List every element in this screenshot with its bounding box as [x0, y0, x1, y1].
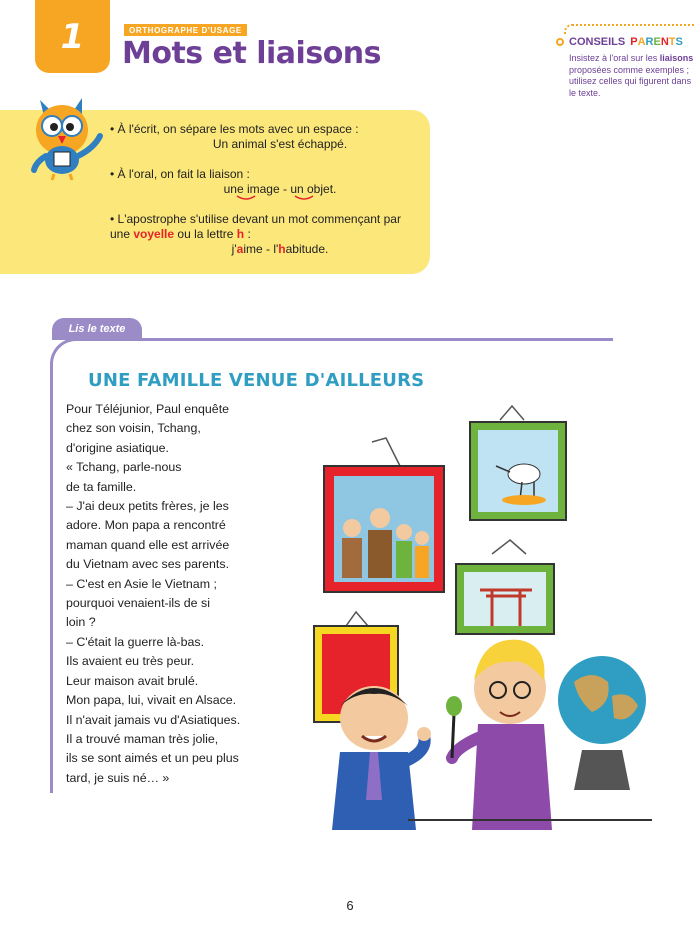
story-line: loin ? — [66, 615, 96, 630]
owl-mascot-icon — [22, 90, 112, 182]
parents-letter: N — [660, 36, 669, 48]
story-line: « Tchang, parle-nous — [66, 460, 182, 475]
rule-apostrophe-example — [110, 242, 410, 257]
story-line: Mon papa, lui, vivait en Alsace. — [66, 693, 237, 708]
apostrophe-ex-h: h — [278, 242, 286, 256]
story-line: – C'était la guerre là-bas. — [66, 634, 205, 649]
rule-apostrophe-h: h — [236, 227, 245, 241]
rule-apostrophe — [110, 212, 410, 257]
story-line: – C'est en Asie le Vietnam ; — [66, 576, 217, 591]
advice-dotted-border — [564, 24, 694, 34]
advice-heading-parents — [630, 36, 683, 48]
apostrophe-ex-part-3: ime - l' — [243, 242, 279, 256]
rule-apostrophe-text-c: : — [244, 227, 251, 241]
lesson-number: 1 — [60, 16, 85, 57]
advice-text-part-2: proposées comme exemples ; utilisez celles qui figurent dans le texte. — [569, 64, 692, 98]
story-line: – J'ai deux petits frères, je les — [66, 499, 229, 514]
category-label: ORTHOGRAPHE D'USAGE — [124, 24, 247, 36]
advice-bullet-icon — [556, 38, 564, 46]
story-line: d'origine asiatique. — [66, 440, 169, 455]
story-line: pourquoi venaient-ils de si — [66, 596, 210, 611]
liaison-word-une — [224, 182, 244, 196]
story-line: Il a trouvé maman très jolie, — [66, 731, 219, 746]
parents-letter: A — [637, 36, 646, 48]
advice-heading — [556, 36, 683, 48]
liaison-word-une-text: une — [223, 182, 244, 196]
parents-letter: E — [653, 36, 661, 48]
rule-liaison-example — [110, 182, 410, 197]
story-line: du Vietnam avec ses parents. — [66, 557, 230, 572]
rule-apostrophe-text-a: • L'apostrophe s'utilise devant un mot commençant par une — [110, 212, 401, 241]
apostrophe-ex-part-1: j' — [231, 242, 237, 256]
lesson-number-tab — [35, 0, 110, 73]
parents-letter: P — [630, 36, 638, 48]
apostrophe-ex-part-5: abitude. — [285, 242, 329, 256]
story-line: Il n'avait jamais vu d'Asiatiques. — [66, 712, 241, 727]
apostrophe-ex-vowel: a — [236, 242, 244, 256]
rules-list — [110, 122, 410, 272]
story-title: UNE FAMILLE VENUE D'AILLEURS — [88, 370, 425, 391]
rule-liaison — [110, 167, 410, 197]
page-title: Mots et liaisons — [122, 36, 382, 71]
advice-text — [569, 53, 694, 99]
parents-letter: S — [675, 36, 683, 48]
parents-letter: T — [668, 36, 676, 48]
rule-liaison-text: • À l'oral, on fait la liaison : — [110, 167, 250, 181]
liaison-arc-icon — [294, 195, 314, 201]
story-line: adore. Mon papa a rencontré — [66, 518, 226, 533]
story-line: ils se sont aimés et un peu plus — [66, 751, 239, 766]
advice-text-part-1: Insistez à l'oral sur les — [569, 53, 658, 63]
story-line: Ils avaient eu très peur. — [66, 654, 195, 669]
liaison-arc-icon — [236, 195, 256, 201]
advice-heading-conseils: CONSEILS — [569, 36, 626, 48]
section-tab: Lis le texte — [52, 318, 142, 340]
story-line: chez son voisin, Tchang, — [66, 421, 201, 436]
story-line: tard, je suis né… » — [66, 770, 170, 785]
liaison-word-objet: objet. — [303, 182, 337, 196]
parents-letter: R — [645, 36, 654, 48]
liaison-word-image: image - un — [243, 182, 304, 196]
rule-spacing-example: Un animal s'est échappé. — [212, 137, 348, 151]
advice-text-bold: liaisons — [659, 53, 694, 63]
story-line: de ta famille. — [66, 479, 137, 494]
rule-apostrophe-voyelle: voyelle — [133, 227, 175, 241]
page-number: 6 — [346, 898, 354, 913]
rule-spacing — [110, 122, 410, 152]
story-line: Pour Téléjunior, Paul enquête — [66, 402, 230, 416]
story-text — [66, 400, 266, 788]
story-illustration — [312, 400, 652, 860]
story-line: maman quand elle est arrivée — [66, 537, 230, 552]
rule-spacing-text: • À l'écrit, on sépare les mots avec un espace : — [110, 122, 359, 136]
story-line: Leur maison avait brulé. — [66, 673, 199, 688]
rule-apostrophe-text-b: ou la lettre — [174, 227, 234, 241]
